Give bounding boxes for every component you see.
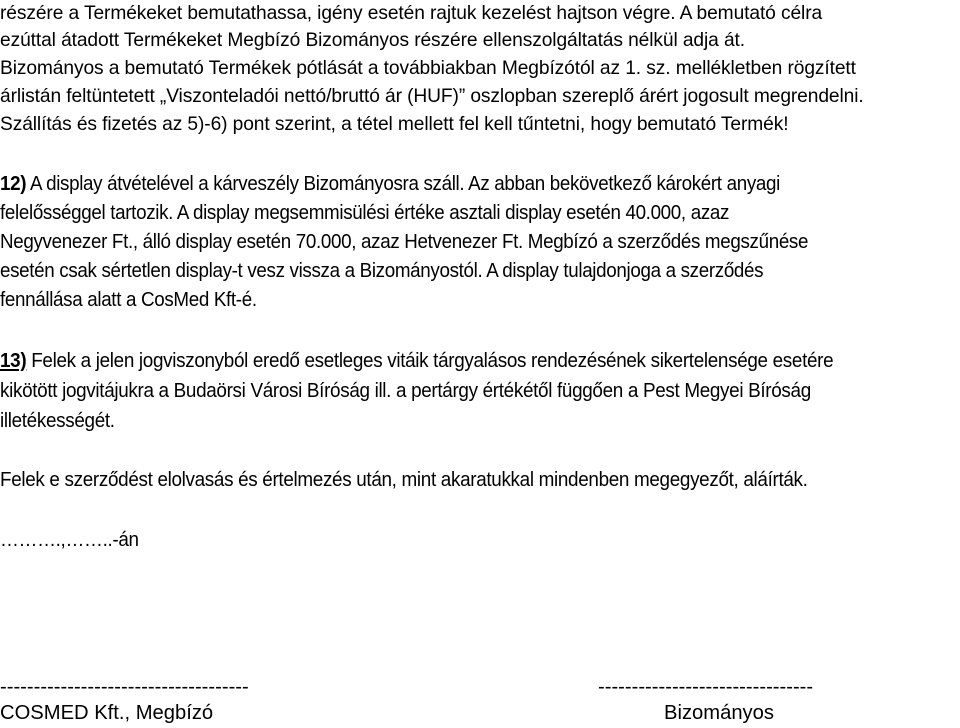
signatory-name-right: Bizományos xyxy=(664,702,774,724)
place-date-field: ……….,……..-án xyxy=(0,529,139,551)
text-line: árlistán feltüntetett „Viszonteladói nettó/bruttó ár (HUF)” oszlopban szereplő árért jogosult megrendelni. xyxy=(0,86,864,107)
text-line: Bizományos a bemutató Termékek pótlását a továbbiakban Megbízótól az 1. sz. mellékletben rögzített xyxy=(0,58,856,79)
text-line: részére a Termékeket bemutathassa, igény esetén rajtuk kezelést hajtson végre. A bemutató célra xyxy=(0,3,823,24)
clause-13-line: illetékességét. xyxy=(0,410,115,432)
clause-13-line: kikötött jogvitájukra a Budaörsi Városi Bíróság ill. a pertárgy értékétől függően a Pest Megyei Bíróság xyxy=(0,380,811,402)
text-line: Szállítás és fizetés az 5)-6) pont szerint, a tétel mellett fel kell tűntetni, hogy bemutató Termék! xyxy=(0,114,789,135)
clause-13-line: 13) Felek a jelen jogviszonyból eredő esetleges vitáik tárgyalásos rendezésének sikertelensége esetére xyxy=(0,350,834,372)
clause-number: 12) xyxy=(0,173,27,195)
signatory-name-left: COSMED Kft., Megbízó xyxy=(0,702,214,724)
clause-12-line: esetén csak sértetlen display-t vesz vissza a Bizományostól. A display tulajdonjoga a szerződés xyxy=(0,260,764,282)
signature-line-right: -------------------------------- xyxy=(598,676,814,698)
clause-12-line: Negyvenezer Ft., álló display esetén 70.000, azaz Hetvenezer Ft. Megbízó a szerződés megszűnése xyxy=(0,231,809,253)
signature-line-left: ------------------------------------- xyxy=(0,676,249,698)
clause-12-line: fennállása alatt a CosMed Kft-é. xyxy=(0,289,257,311)
clause-12-line: felelősséggel tartozik. A display megsemmisülési értéke asztali display esetén 40.000, azaz xyxy=(0,202,730,224)
closing-statement: Felek e szerződést elolvasás és értelmezés után, mint akaratukkal mindenben megegyezőt, aláírták. xyxy=(0,469,808,491)
clause-number: 13) xyxy=(0,350,27,372)
text-line: ezúttal átadott Termékeket Megbízó Bizományos részére ellenszolgáltatás nélkül adja át. xyxy=(0,30,745,51)
clause-12-line: 12) A display átvételével a kárveszély Bizományosra száll. Az abban bekövetkező károkért anyagi xyxy=(0,173,780,195)
